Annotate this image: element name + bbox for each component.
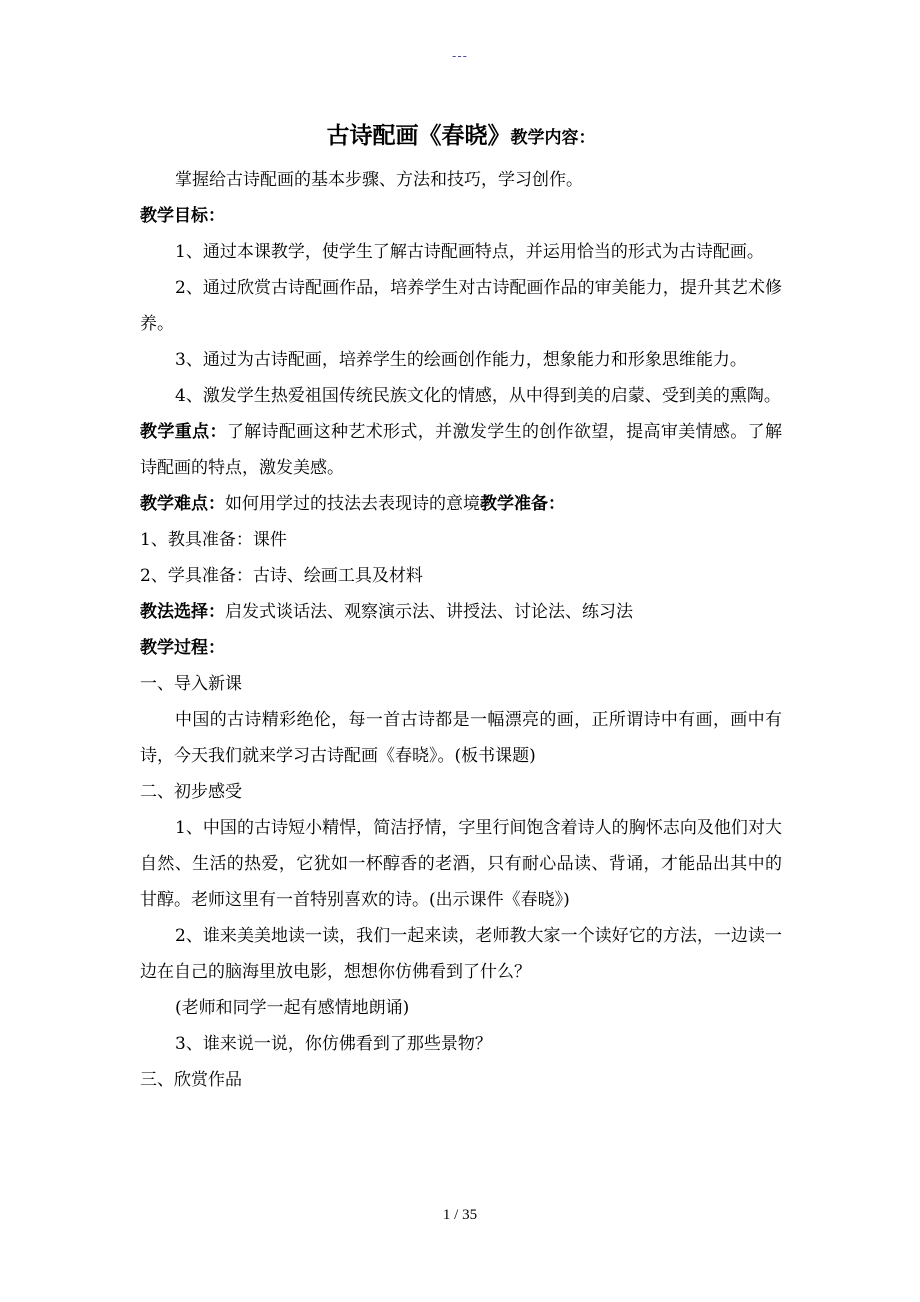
goal-item: 2、通过欣赏古诗配画作品，培养学生对古诗配画作品的审美能力，提升其艺术修养。 xyxy=(140,278,782,334)
section-paragraph: (老师和同学一起有感情地朗诵) xyxy=(175,998,410,1018)
process-heading: 教学过程： xyxy=(140,638,225,658)
methods xyxy=(140,594,782,630)
goal-item: 3、通过为古诗配画，培养学生的绘画创作能力，想象能力和形象思维能力。 xyxy=(175,350,747,370)
page-number: 1 / 35 xyxy=(442,1207,478,1223)
difficulty-text: 如何用学过的技法去表现诗的意境 xyxy=(225,494,480,514)
page-title xyxy=(140,118,782,156)
goals-heading: 教学目标： xyxy=(140,206,225,226)
key-points-label: 教学重点： xyxy=(140,422,227,442)
section-title: 一、导入新课 xyxy=(140,674,242,694)
section-paragraph: 2、谁来美美地读一读，我们一起来读，老师教大家一个读好它的方法，一边读一边在自己的脑海里放电影，想想你仿佛看到了什么？ xyxy=(140,926,782,982)
content-intro: 掌握给古诗配画的基本步骤、方法和技巧，学习创作。 xyxy=(175,170,583,190)
methods-text: 启发式谈话法、观察演示法、讲授法、讨论法、练习法 xyxy=(225,602,633,622)
title-main: 古诗配画《春晓》 xyxy=(326,122,511,149)
key-points-text: 了解诗配画这种艺术形式，并激发学生的创作欲望，提高审美情感。了解诗配画的特点，激发美感。 xyxy=(140,422,783,478)
section-paragraph: 1、中国的古诗短小精悍，简洁抒情，字里行间饱含着诗人的胸怀志向及他们对大自然、生活的热爱，它犹如一杯醇香的老酒，只有耐心品读、背诵，才能品出其中的甘醇。老师这里有一首特别喜欢的诗。(出示课件《春晓》) xyxy=(140,818,782,910)
section-paragraph: 中国的古诗精彩绝伦，每一首古诗都是一幅漂亮的画，正所谓诗中有画，画中有诗，今天我们就来学习古诗配画《春晓》。(板书课题) xyxy=(140,710,782,766)
prep-label: 教学准备： xyxy=(480,494,565,514)
section-paragraph: 3、谁来说一说，你仿佛看到了那些景物？ xyxy=(175,1034,492,1054)
goal-item: 4、激发学生热爱祖国传统民族文化的情感，从中得到美的启蒙、受到美的熏陶。 xyxy=(175,386,781,406)
methods-label: 教法选择： xyxy=(140,602,225,622)
goal-item: 1、通过本课教学，使学生了解古诗配画特点，并运用恰当的形式为古诗配画。 xyxy=(175,242,764,262)
section-title: 二、初步感受 xyxy=(140,782,242,802)
difficulty xyxy=(140,486,782,522)
section-title: 三、欣赏作品 xyxy=(140,1070,242,1090)
document-page xyxy=(140,118,782,1098)
prep-item: 1、教具准备：课件 xyxy=(140,530,287,550)
key-points xyxy=(140,414,782,486)
prep-item: 2、学具准备：古诗、绘画工具及材料 xyxy=(140,566,423,586)
difficulty-label: 教学难点： xyxy=(140,494,225,514)
title-sub: 教学内容： xyxy=(510,128,596,148)
header-mark: --- xyxy=(452,48,468,63)
